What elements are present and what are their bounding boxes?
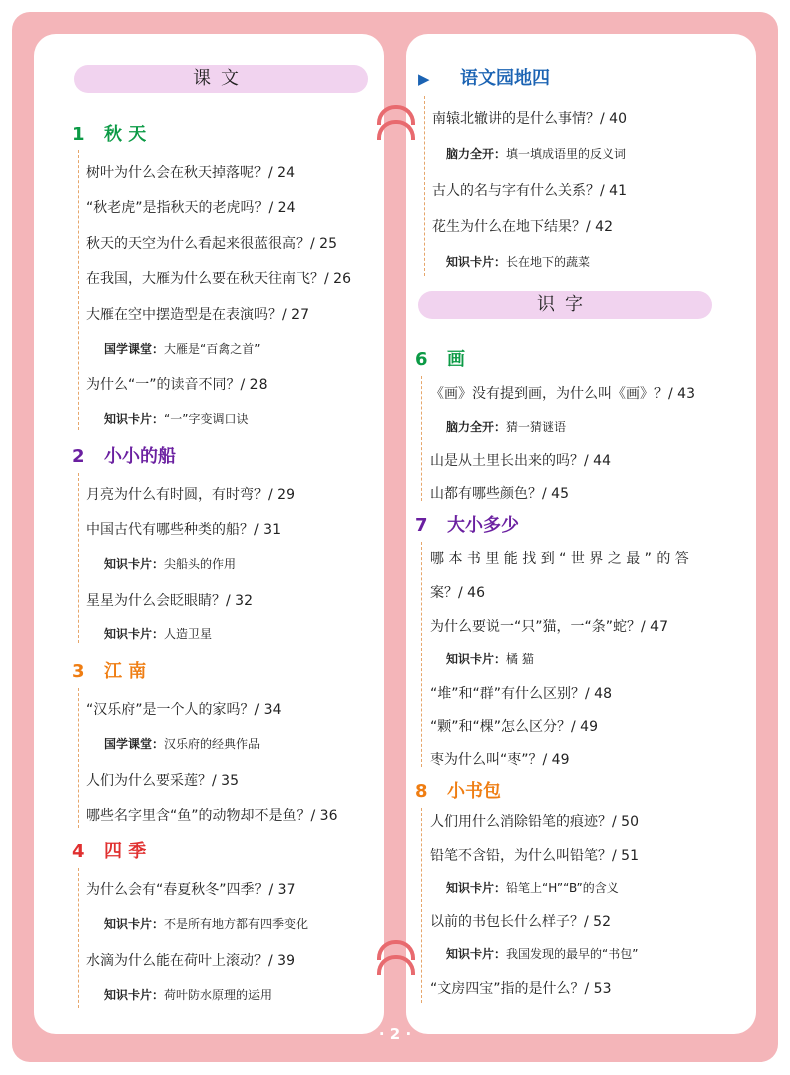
toc-subentry[interactable]: 知识卡片：不是所有地方都有四季变化 [104, 917, 309, 931]
toc-entry[interactable]: 为什么“一”的读音不同？/ 28 [86, 377, 268, 393]
toc-entry[interactable]: 大雁在空中摆造型是在表演吗？/ 27 [86, 307, 309, 323]
toc-entry[interactable]: 为什么会有“春夏秋冬”四季？/ 37 [86, 882, 296, 898]
toc-subentry[interactable]: 知识卡片：“一”字变调口诀 [104, 412, 249, 426]
toc-entry[interactable]: 为什么要说一“只”猫，一“条”蛇？/ 47 [430, 619, 668, 635]
toc-entry[interactable]: 枣为什么叫“枣”？/ 49 [430, 752, 570, 768]
toc-subentry[interactable]: 知识卡片：我国发现的最早的“书包” [446, 947, 639, 961]
toc-subentry[interactable]: 脑力全开：填一填成语里的反义词 [446, 147, 627, 161]
divider-line [78, 688, 79, 828]
divider-line [78, 150, 79, 430]
divider-line [424, 96, 425, 276]
lesson-1-heading: 1 秋 天 [72, 124, 147, 145]
toc-entry[interactable]: “颗”和“棵”怎么区分？/ 49 [430, 719, 598, 735]
lesson-7-heading: 7 大小多少 [415, 515, 519, 536]
toc-entry[interactable]: 树叶为什么会在秋天掉落呢？/ 24 [86, 165, 295, 181]
divider-line [421, 542, 422, 767]
toc-entry[interactable]: “秋老虎”是指秋天的老虎吗？/ 24 [86, 200, 296, 216]
toc-entry[interactable]: 月亮为什么有时圆，有时弯？/ 29 [86, 487, 295, 503]
toc-entry[interactable]: 花生为什么在地下结果？/ 42 [432, 219, 613, 235]
lesson-8-heading: 8 小书包 [415, 781, 501, 802]
toc-entry[interactable]: 《画》没有提到画，为什么叫《画》？/ 43 [430, 386, 695, 402]
toc-subentry[interactable]: 国学课堂：大雁是“百禽之首” [104, 342, 261, 356]
toc-entry[interactable]: 案？/ 46 [430, 585, 485, 601]
toc-entry[interactable]: 星星为什么会眨眼睛？/ 32 [86, 593, 253, 609]
lesson-3-heading: 3 江 南 [72, 661, 147, 682]
section-header-lessons: 课文 [74, 65, 368, 93]
page-number: · 2 · [378, 1025, 412, 1043]
toc-entry[interactable]: 山都有哪些颜色？/ 45 [430, 486, 569, 502]
divider-line [78, 473, 79, 643]
toc-entry[interactable]: 山是从土里长出来的吗？/ 44 [430, 453, 611, 469]
toc-entry[interactable]: 南辕北辙讲的是什么事情？/ 40 [432, 111, 627, 127]
toc-entry[interactable]: 秋天的天空为什么看起来很蓝很高？/ 25 [86, 236, 337, 252]
divider-line [421, 376, 422, 501]
toc-entry[interactable]: “汉乐府”是一个人的家吗？/ 34 [86, 702, 282, 718]
lesson-6-heading: 6 画 [415, 349, 465, 370]
toc-entry[interactable]: 人们为什么要采莲？/ 35 [86, 773, 239, 789]
garden-heading: ▶ 语文园地四 [418, 68, 550, 89]
section-header-characters: 识字 [418, 291, 712, 319]
toc-subentry[interactable]: 知识卡片：尖船头的作用 [104, 557, 237, 571]
toc-entry[interactable]: 中国古代有哪些种类的船？/ 31 [86, 522, 281, 538]
toc-subentry[interactable]: 知识卡片：荷叶防水原理的运用 [104, 988, 273, 1002]
toc-entry[interactable]: “堆”和“群”有什么区别？/ 48 [430, 686, 612, 702]
toc-entry[interactable]: 水滴为什么能在荷叶上滚动？/ 39 [86, 953, 295, 969]
toc-entry[interactable]: 在我国，大雁为什么要在秋天往南飞？/ 26 [86, 271, 351, 287]
toc-entry[interactable]: 人们用什么消除铅笔的痕迹？/ 50 [430, 814, 639, 830]
toc-entry[interactable]: 哪些名字里含“鱼”的动物却不是鱼？/ 36 [86, 808, 338, 824]
toc-subentry[interactable]: 知识卡片：橘 猫 [446, 652, 534, 666]
divider-line [78, 868, 79, 1008]
toc-entry[interactable]: 哪 本 书 里 能 找 到 “ 世 界 之 最 ” 的 答 [430, 551, 689, 567]
toc-entry[interactable]: 以前的书包长什么样子？/ 52 [430, 914, 611, 930]
toc-entry[interactable]: “文房四宝”指的是什么？/ 53 [430, 981, 612, 997]
toc-subentry[interactable]: 知识卡片：人造卫星 [104, 627, 213, 641]
lesson-2-heading: 2 小小的船 [72, 446, 176, 467]
play-arrow-icon: ▶ [418, 70, 430, 88]
toc-subentry[interactable]: 脑力全开：猜一猜谜语 [446, 420, 567, 434]
divider-line [421, 808, 422, 1003]
toc-subentry[interactable]: 国学课堂：汉乐府的经典作品 [104, 737, 261, 751]
toc-entry[interactable]: 铅笔不含铅，为什么叫铅笔？/ 51 [430, 848, 639, 864]
toc-entry[interactable]: 古人的名与字有什么关系？/ 41 [432, 183, 627, 199]
toc-subentry[interactable]: 知识卡片：铅笔上“H”“B”的含义 [446, 881, 619, 895]
lesson-4-heading: 4 四 季 [72, 841, 147, 862]
toc-subentry[interactable]: 知识卡片：长在地下的蔬菜 [446, 255, 591, 269]
